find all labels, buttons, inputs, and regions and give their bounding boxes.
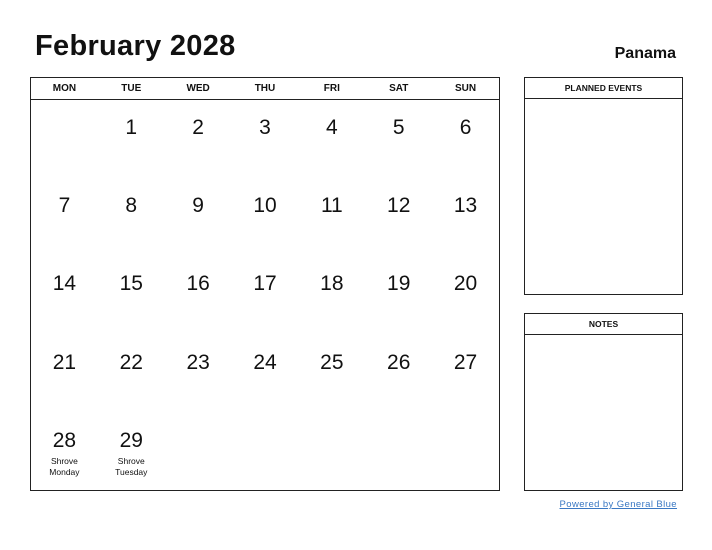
- day-cell: [365, 178, 432, 256]
- day-cell: [298, 256, 365, 334]
- day-number: 16: [186, 272, 210, 296]
- day-cell: [165, 178, 232, 256]
- day-cell: [31, 100, 98, 178]
- calendar-title: February 2028: [35, 30, 236, 62]
- country-label: Panama: [614, 45, 676, 62]
- day-cells: [31, 100, 499, 491]
- day-cell: [232, 100, 299, 178]
- day-cell: [298, 100, 365, 178]
- day-number: 11: [320, 194, 343, 218]
- day-number: 7: [58, 194, 71, 218]
- notes-panel: [524, 313, 683, 491]
- day-cell: [298, 178, 365, 256]
- day-number: 3: [259, 116, 271, 139]
- day-number: 13: [453, 194, 478, 218]
- day-cell: [298, 335, 365, 413]
- day-number: 23: [186, 350, 210, 374]
- day-cell: [31, 413, 98, 491]
- day-number: 29: [119, 428, 143, 452]
- day-cell: [432, 100, 499, 178]
- planned-events-panel: [524, 77, 683, 295]
- day-number: 9: [192, 194, 204, 218]
- day-number: 22: [119, 350, 143, 374]
- day-number: 17: [253, 272, 277, 296]
- weekday-mon: MON: [52, 83, 77, 94]
- weekday-wed: WED: [186, 83, 210, 94]
- day-number: 18: [320, 272, 344, 296]
- day-cell: [165, 256, 232, 334]
- day-cell: [98, 413, 165, 491]
- holiday-label: Shrove Tuesday: [115, 455, 148, 477]
- day-cell: [165, 100, 232, 178]
- weekday-fri: FRI: [323, 83, 340, 94]
- weekday-sun: SUN: [455, 83, 477, 94]
- day-cell: [165, 335, 232, 413]
- day-number: 24: [253, 350, 277, 374]
- day-cell: [232, 413, 299, 491]
- planned-events-title: PLANNED EVENTS: [525, 78, 682, 99]
- day-cell: [365, 256, 432, 334]
- weekday-thu: THU: [254, 83, 276, 94]
- day-cell: [98, 178, 165, 256]
- day-cell: [98, 335, 165, 413]
- day-number: 27: [453, 350, 478, 374]
- calendar-grid: [30, 77, 500, 491]
- day-cell: [98, 100, 165, 178]
- day-cell: [232, 256, 299, 334]
- day-cell: [31, 335, 98, 413]
- day-cell: [432, 256, 499, 334]
- day-number: 4: [326, 116, 338, 139]
- day-number: 20: [453, 272, 478, 296]
- day-cell: [31, 256, 98, 334]
- day-number: 28: [52, 428, 77, 452]
- day-cell: [432, 178, 499, 256]
- day-number: 14: [52, 272, 77, 296]
- powered-by-link[interactable]: Powered by General Blue: [559, 499, 677, 510]
- day-cell: [232, 335, 299, 413]
- day-number: 5: [392, 116, 405, 139]
- day-cell: [232, 178, 299, 256]
- weekday-tue: TUE: [121, 83, 142, 94]
- weekday-header: [31, 78, 499, 100]
- day-number: 12: [387, 194, 411, 218]
- day-cell: [365, 335, 432, 413]
- day-number: 21: [52, 350, 77, 374]
- day-number: 2: [192, 116, 204, 139]
- day-cell: [365, 413, 432, 491]
- day-cell: [31, 178, 98, 256]
- day-number: 19: [387, 272, 411, 296]
- day-cell: [365, 100, 432, 178]
- weekday-sat: SAT: [389, 83, 409, 94]
- day-cell: [432, 335, 499, 413]
- day-cell: [165, 413, 232, 491]
- day-number: 1: [125, 116, 138, 139]
- notes-title: NOTES: [525, 314, 682, 335]
- day-cell: [298, 413, 365, 491]
- day-number: 15: [119, 272, 143, 296]
- day-number: 10: [253, 194, 277, 218]
- day-number: 25: [320, 350, 344, 374]
- day-cell: [432, 413, 499, 491]
- day-number: 26: [387, 350, 411, 374]
- day-cell: [98, 256, 165, 334]
- day-number: 8: [125, 194, 138, 218]
- day-number: 6: [459, 116, 472, 139]
- holiday-label: Shrove Monday: [49, 455, 80, 477]
